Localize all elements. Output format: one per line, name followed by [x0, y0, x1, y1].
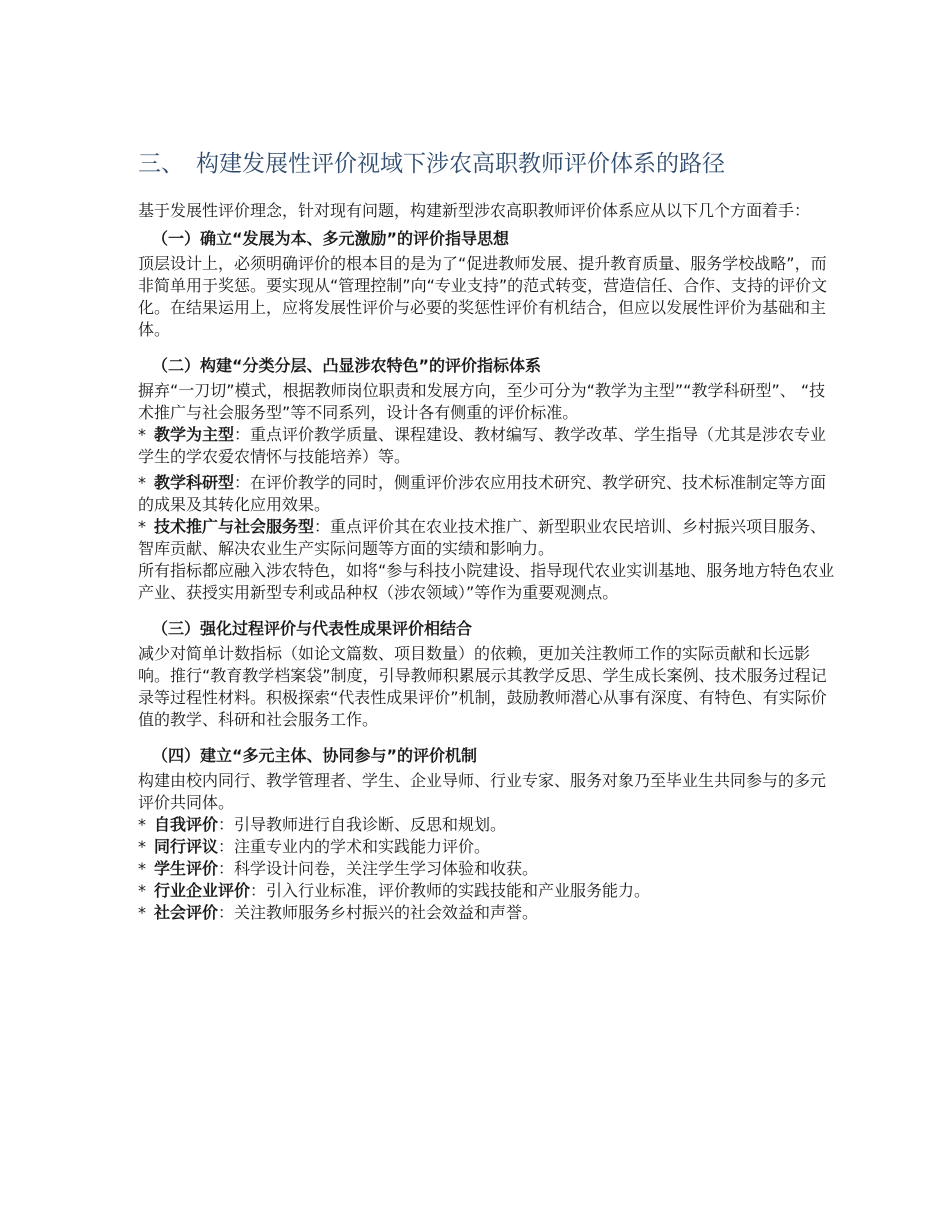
bullet-star: *: [138, 859, 146, 878]
item-label: 教学科研型: [154, 473, 235, 492]
list-item: [138, 880, 838, 902]
list-item: [138, 902, 838, 924]
subsection-title: （三）强化过程评价与代表性成果评价相结合: [152, 619, 473, 638]
item-label: 技术推广与社会服务型: [154, 517, 315, 536]
item-text: ：注重专业内的学术和实践能力评价。: [218, 837, 491, 856]
bullet-star: *: [138, 425, 146, 444]
subsection-body: 减少对简单计数指标（如论文篇数、项目数量）的依赖，更加关注教师工作的实际贡献和长远影响。推行“教育教学档案袋”制度，引导教师积累展示其教学反思、学生成长案例、技术服务过程记录等过程性材料。积极探索“代表性成果评价”机制，鼓励教师潜心从事有深度、有特色、有实际价值的教学、科研和社会服务工作。: [138, 644, 827, 729]
item-label: 同行评议: [154, 837, 219, 856]
subsection-body: 构建由校内同行、教学管理者、学生、企业导师、行业专家、服务对象乃至毕业生共同参与的多元评价共同体。: [138, 771, 827, 812]
subsection-title: （一）确立“发展为本、多元激励”的评价指导思想: [152, 229, 510, 248]
item-label: 社会评价: [154, 903, 219, 922]
item-label: 教学为主型: [154, 425, 235, 444]
bullet-star: *: [138, 903, 146, 922]
subsection-2: [138, 355, 838, 604]
subsection-1: [138, 228, 838, 341]
heading-number: 三、: [138, 151, 184, 177]
bullet-star: *: [138, 881, 146, 900]
list-item: [138, 472, 838, 516]
item-text: ：重点评价教学质量、课程建设、教材编写、教学改革、学生指导（尤其是涉农专业学生的学农爱农情怀与技能培养）等。: [138, 425, 827, 466]
subsection-title: （二）构建“分类分层、凸显涉农特色”的评价指标体系: [152, 356, 542, 375]
item-label: 行业企业评价: [154, 881, 251, 900]
item-text: ：引导教师进行自我诊断、反思和规划。: [218, 815, 507, 834]
item-label: 自我评价: [154, 815, 219, 834]
subsection-closing: 所有指标都应融入涉农特色，如将“参与科技小院建设、指导现代农业实训基地、服务地方特色农业产业、获授实用新型专利或品种权（涉农领域）”等作为重要观测点。: [138, 561, 835, 602]
bullet-star: *: [138, 837, 146, 856]
bullet-star: *: [138, 517, 146, 536]
section-heading: [138, 148, 838, 180]
subsection-title: （四）建立“多元主体、协同参与”的评价机制: [152, 746, 478, 765]
document-content: [138, 148, 838, 938]
bullet-star: *: [138, 473, 146, 492]
subsection-4: [138, 745, 838, 924]
item-label: 学生评价: [154, 859, 219, 878]
subsection-3: [138, 618, 838, 731]
item-text: ：重点评价其在农业技术推广、新型职业农民培训、乡村振兴项目服务、智库贡献、解决农业生产实际问题等方面的实绩和影响力。: [138, 517, 827, 558]
list-item: [138, 424, 838, 468]
list-item: [138, 858, 838, 880]
heading-title: 构建发展性评价视域下涉农高职教师评价体系的路径: [196, 151, 725, 177]
intro-paragraph: 基于发展性评价理念，针对现有问题，构建新型涉农高职教师评价体系应从以下几个方面着手：: [138, 201, 811, 220]
list-item: [138, 814, 838, 836]
list-item: [138, 836, 838, 858]
item-text: ：关注教师服务乡村振兴的社会效益和声誉。: [218, 903, 539, 922]
item-text: ：科学设计问卷，关注学生学习体验和收获。: [218, 859, 539, 878]
item-text: ：在评价教学的同时，侧重评价涉农应用技术研究、教学研究、技术标准制定等方面的成果及其转化应用效果。: [138, 473, 827, 514]
bullet-star: *: [138, 815, 146, 834]
item-text: ：引入行业标准，评价教师的实践技能和产业服务能力。: [250, 881, 651, 900]
list-item: [138, 516, 838, 560]
subsection-body: 顶层设计上，必须明确评价的根本目的是为了“促进教师发展、提升教育质量、服务学校战略”，而非简单用于奖惩。要实现从“管理控制”向“专业支持”的范式转变，营造信任、合作、支持的评价文化。在结果运用上，应将发展性评价与必要的奖惩性评价有机结合，但应以发展性评价为基础和主体。: [138, 254, 828, 339]
subsection-body: 摒弃“一刀切”模式，根据教师岗位职责和发展方向，至少可分为“教学为主型”“教学科研型”、 “技术推广与社会服务型”等不同系列，设计各有侧重的评价标准。: [138, 381, 826, 422]
